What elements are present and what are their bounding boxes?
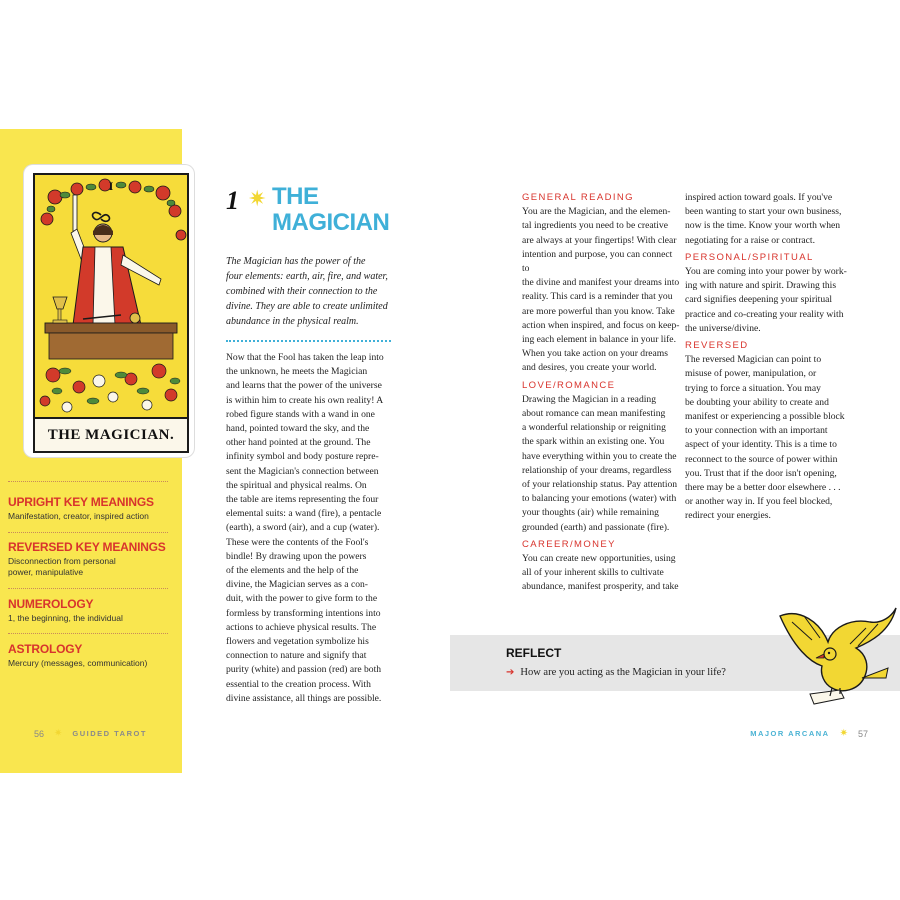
footer-left [34,728,147,739]
section-heading: CAREER/MONEY [522,538,616,550]
sidebar-upright [8,495,178,522]
page-number: 56 [34,728,45,739]
card-number: 1 [226,186,239,215]
section-heading: GENERAL READING [522,192,634,203]
right-column-2: inspired action toward goals. If you've been wanting to start your own business, now is the time. Know your worth when negotiating for a raise or contract. PERSONAL/SPIRITUAL You are coming into your power by work- ing with nature and spirit. Drawing this card signifies deepening your spiritual practice and co-creating your reality with the universe/divine. REVERSED The reversed Magician can point to misuse of power, manipulation, or trying to force a situation. You may be doubting your ability to create and manifest or experiencing a possible block to your connection with an important aspect of your identity. This is a time to reconnect to the source of power within you. Trust that if the door isn't opening, there may be a better door elsewhere . . . or another way in. If you feel blocked, redirect your energies. [685,191,855,524]
star-icon: ✷ [839,728,848,739]
sidebar-heading: ASTROLOGY [8,642,83,656]
sidebar-divider [8,588,168,589]
running-head: MAJOR ARCANA [750,729,830,738]
arrow-right-icon: ➔ [506,667,515,678]
sidebar-text: Manifestation, creator, inspired action [8,511,149,521]
section-heading: LOVE/ROMANCE [522,379,616,391]
star-icon: ✷ [54,728,63,739]
sidebar-numerology [8,597,178,624]
reflect-question: ➔ How are you acting as the Magician in your life? [506,667,726,678]
sidebar-divider [8,532,168,533]
intro-divider [226,340,391,342]
reflect-heading: REFLECT [506,646,562,660]
card-label: THE MAGICIAN. [35,417,187,451]
sidebar-divider [8,633,168,634]
magician-illustration [35,175,187,421]
sidebar-heading: REVERSED KEY MEANINGS [8,540,166,554]
bird-illustration [770,598,898,710]
running-head: GUIDED TAROT [72,729,147,738]
sidebar-text: 1, the beginning, the individual [8,613,123,623]
sidebar-text: Mercury (messages, communication) [8,658,148,668]
sidebar-text: power, manipulative [8,567,84,577]
card-numeral: I [108,179,114,193]
sidebar-divider [8,481,168,482]
intro-text: The Magician has the power of the four elements: earth, air, fire, and water, combined with their connection to the divine. They are able to create unlimited abundance in the physical realm. [226,256,388,327]
footer-right [750,728,868,739]
sidebar-heading: UPRIGHT KEY MEANINGS [8,495,154,509]
sidebar-astrology [8,642,178,669]
star-icon: ✷ [248,186,267,211]
tarot-card [24,165,194,457]
page-number: 57 [857,728,868,739]
section-heading: PERSONAL/SPIRITUAL [685,251,814,263]
sidebar-reversed [8,540,178,578]
card-illustration [33,173,189,453]
section-heading: REVERSED [685,340,749,352]
sidebar-heading: NUMEROLOGY [8,597,94,611]
page-title: THE MAGICIAN [272,183,390,236]
right-column-1: GENERAL READING You are the Magician, and the elemen- tal ingredients you need to be creative are always at your fingertips! With clear intention and purpose, you can connect to the divine and manifest your dreams into reality. This card is a reminder that you are more powerful than you know. Take action when inspired, and focus on keep- ing each element in balance in your life. When you take action on your dreams and desires, you create your world. LOVE/ROMANCE Drawing the Magician in a reading about romance can mean manifesting a wonderful relationship or reigniting the spark within an existing one. You have everything within you to create the relationship of your dreams, regardless of your relationship status. Pay attention to balancing your emotions (water) with your thoughts (air) while remaining grounded (earth) and passionate (fire). CAREER/MONEY You can create new opportunities, using all of your inherent skills to cultivate abundance, manifest prosperity, and take [522,191,682,595]
body-text: Now that the Fool has taken the leap into the unknown, he meets the Magician and learns that the power of the universe is within him to create his own reality! A robed figure stands with a wand in one hand, pointed toward the sky, and the other hand pointed at the ground. The infinity symbol and body posture repre- sent the Magician's connection between the spiritual and physical realms. On the table are items representing the four elemental suits: a wand (fire), a pentacle (earth), a sword (air), and a cup (water). These were the contents of the Fool's bindle! By drawing upon the powers of the elements and the help of the divine, the Magician serves as a con- duit, with the power to give form to the formless by transforming intentions into actions to achieve physical results. The flowers and vegetation symbolize his connection to nature and signify that purity (white) and passion (red) are both essential to the creation process. With divine assistance, all things are possible. [226,352,384,704]
sidebar-text: Disconnection from personal [8,556,116,566]
